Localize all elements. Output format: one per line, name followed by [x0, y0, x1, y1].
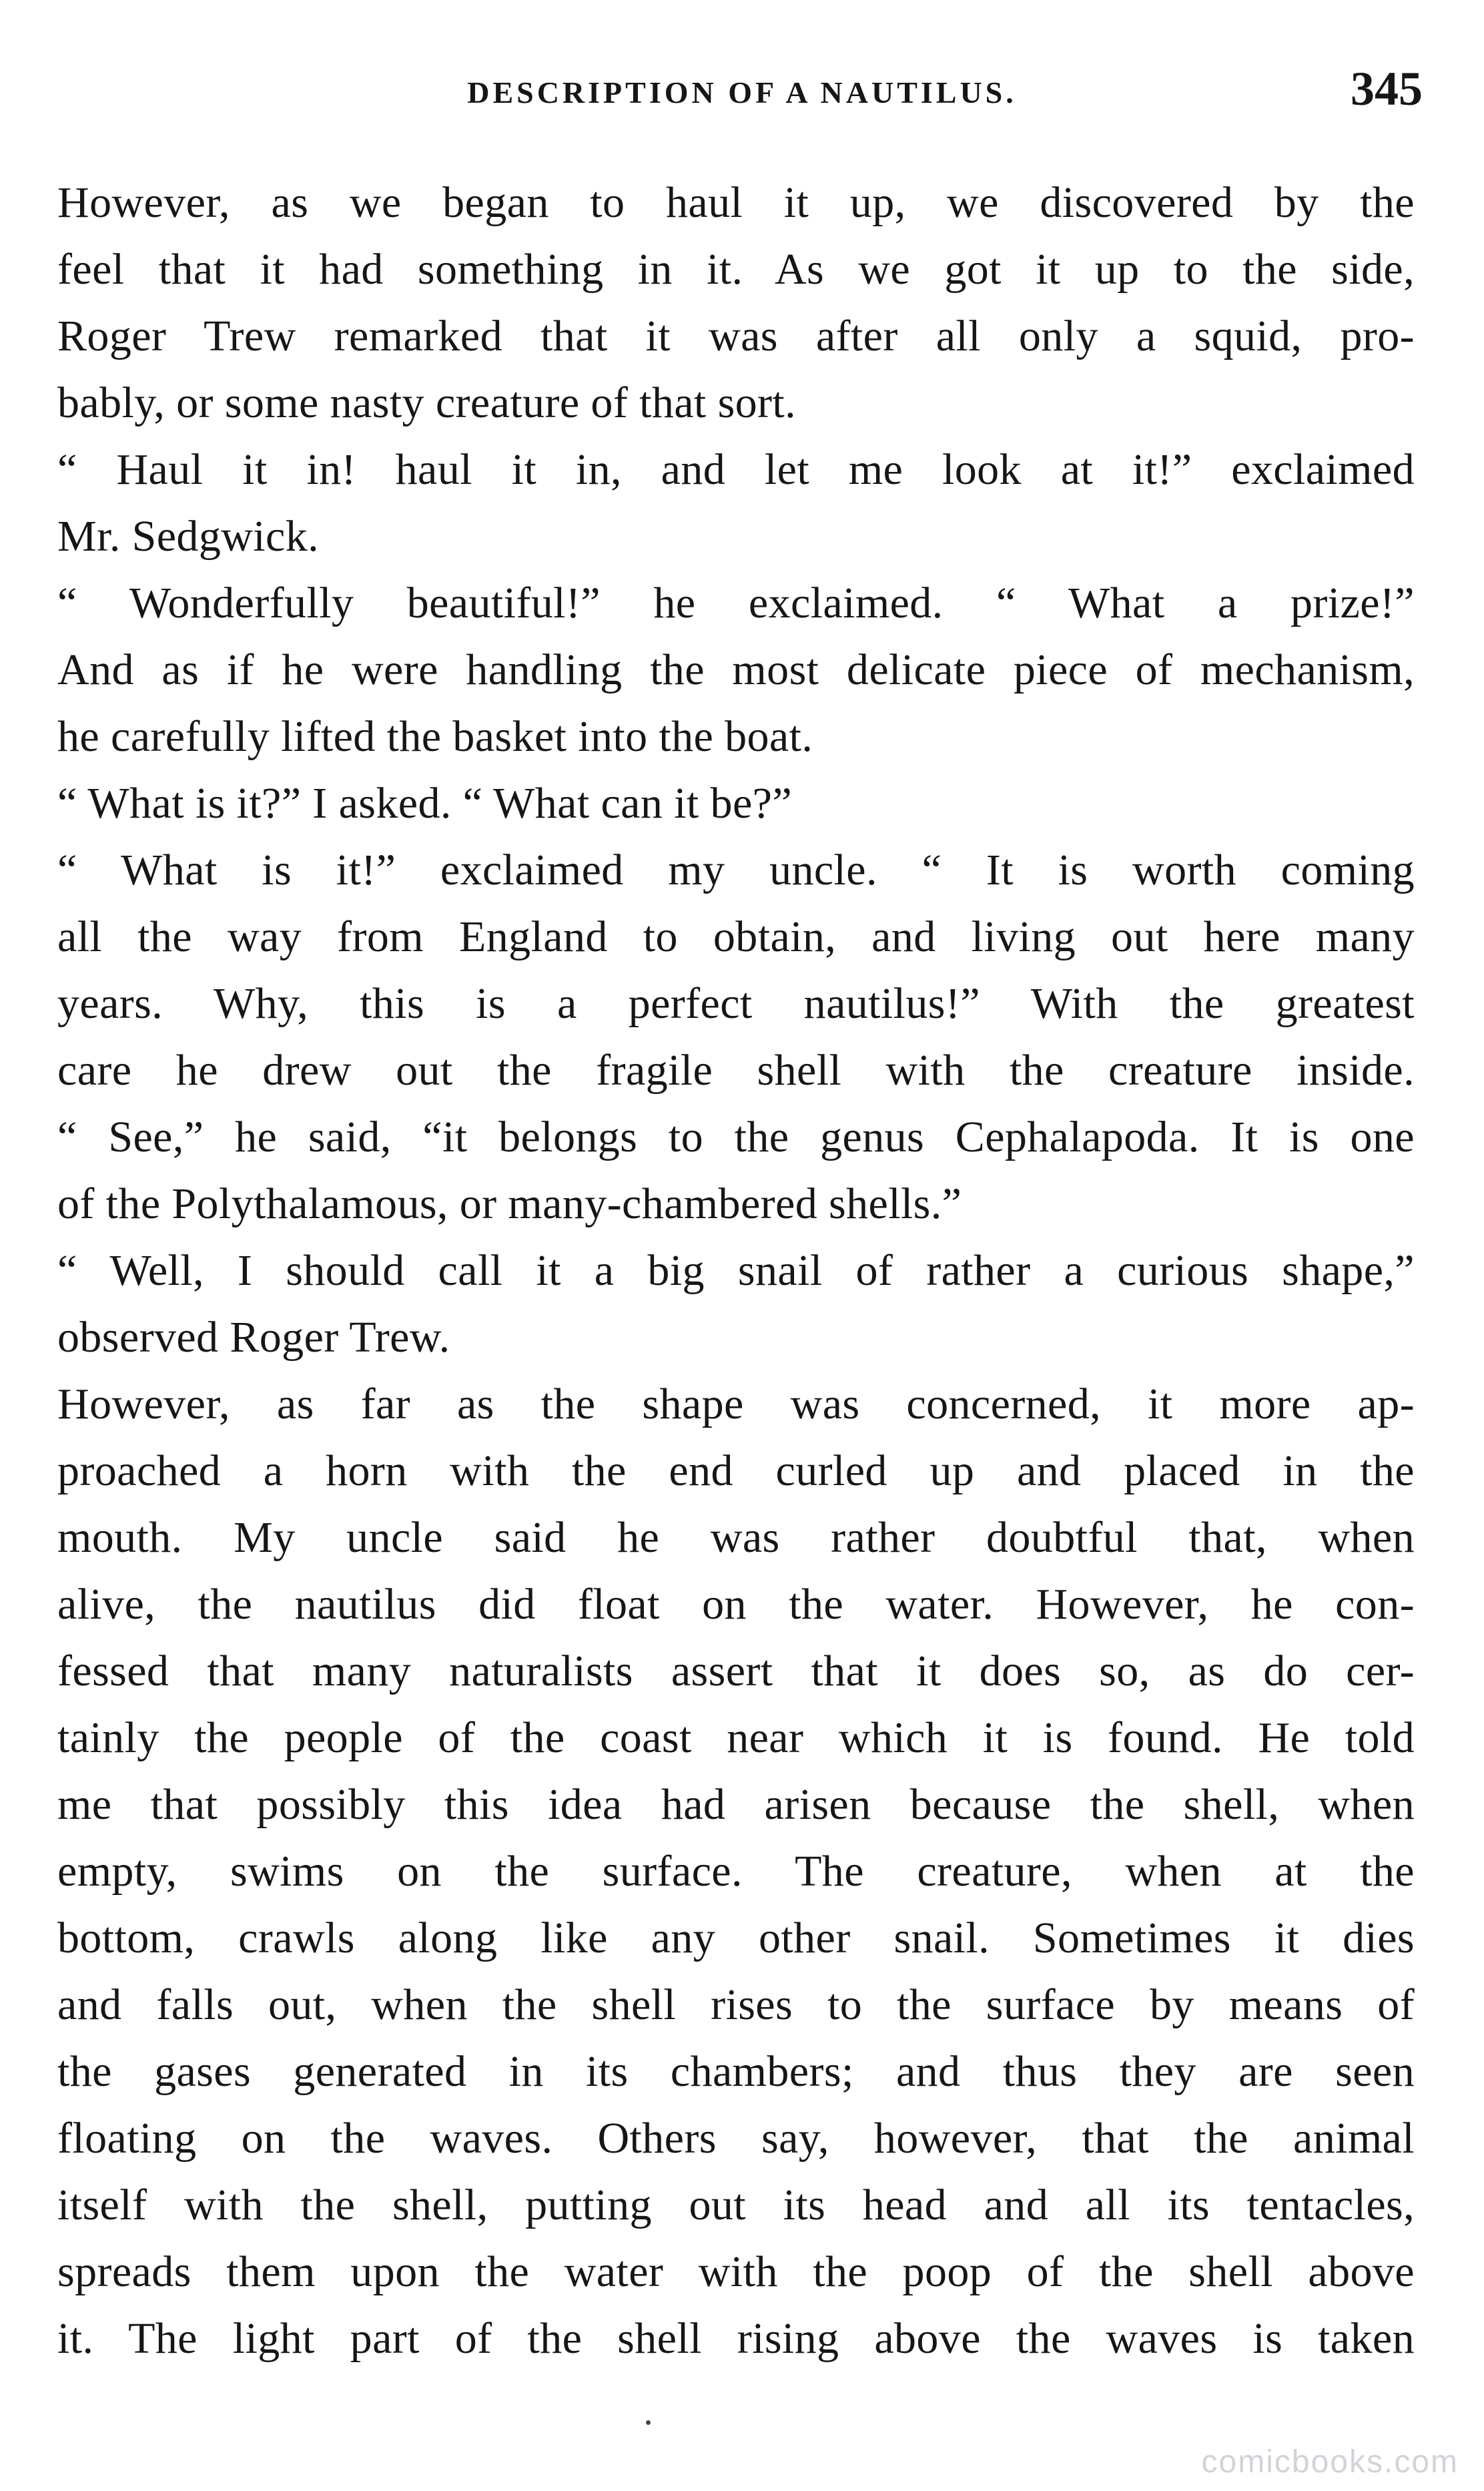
text-line: bably, or some nasty creature of that sort.: [57, 378, 797, 427]
text-line: it. The light part of the shell rising above the waves is taken: [57, 2314, 1415, 2363]
text-line: floating on the waves. Others say, however, that the animal: [57, 2114, 1415, 2163]
text-line: “ What is it?” I asked. “ What can it be?”: [57, 779, 793, 828]
text-line: “ What is it!” exclaimed my uncle. “ It is worth coming: [57, 846, 1415, 894]
chapter-running-title: DESCRIPTION OF A NAUTILUS.: [467, 75, 1017, 109]
text-line: bottom, crawls along like any other snail. Sometimes it dies: [57, 1914, 1415, 1962]
text-line: “ See,” he said, “it belongs to the genus Cephalapoda. It is one: [57, 1113, 1415, 1161]
text-line: fessed that many naturalists assert that it does so, as do cer-: [57, 1647, 1415, 1695]
ink-speck: [646, 2420, 651, 2425]
text-line: spreads them upon the water with the poop of the shell above: [57, 2247, 1415, 2296]
text-line: However, as we began to haul it up, we discovered by the: [57, 178, 1415, 227]
text-line: itself with the shell, putting out its head and all its tentacles,: [57, 2181, 1415, 2229]
text-line: empty, swims on the surface. The creature, when at the: [57, 1847, 1415, 1896]
text-line: feel that it had something in it. As we got it up to the side,: [57, 245, 1415, 294]
text-line: “ Haul it in! haul it in, and let me look at it!” exclaimed: [57, 445, 1415, 494]
running-head: [0, 61, 1484, 121]
text-line: the gases generated in its chambers; and thus they are seen: [57, 2047, 1415, 2096]
text-line: and falls out, when the shell rises to the surface by means of: [57, 1980, 1415, 2029]
text-line: care he drew out the fragile shell with the creature inside.: [57, 1046, 1415, 1095]
text-line: And as if he were handling the most delicate piece of mechanism,: [57, 645, 1415, 694]
text-line: Roger Trew remarked that it was after all only a squid, pro-: [57, 312, 1415, 360]
text-line: proached a horn with the end curled up and placed in the: [57, 1446, 1415, 1495]
text-line: Mr. Sedgwick.: [57, 512, 320, 561]
text-line: “ Well, I should call it a big snail of rather a curious shape,”: [57, 1246, 1415, 1295]
text-line: mouth. My uncle said he was rather doubtful that, when: [57, 1513, 1415, 1562]
text-line: he carefully lifted the basket into the boat.: [57, 712, 813, 761]
text-line: all the way from England to obtain, and living out here many: [57, 912, 1415, 961]
body-text: [57, 170, 1415, 2372]
watermark: comicbooks.com: [1201, 2444, 1459, 2480]
text-line: years. Why, this is a perfect nautilus!” With the greatest: [57, 979, 1415, 1028]
text-line: me that possibly this idea had arisen because the shell, when: [57, 1780, 1415, 1829]
text-line: However, as far as the shape was concerned, it more ap-: [57, 1380, 1415, 1428]
text-line: tainly the people of the coast near which it is found. He told: [57, 1713, 1415, 1762]
text-line: “ Wonderfully beautiful!” he exclaimed. “ What a prize!”: [57, 579, 1415, 627]
text-line: observed Roger Trew.: [57, 1313, 450, 1362]
text-line: of the Polythalamous, or many-chambered shells.”: [57, 1179, 962, 1228]
page-number: 345: [1351, 62, 1423, 115]
text-line: alive, the nautilus did float on the water. However, he con-: [57, 1580, 1415, 1629]
